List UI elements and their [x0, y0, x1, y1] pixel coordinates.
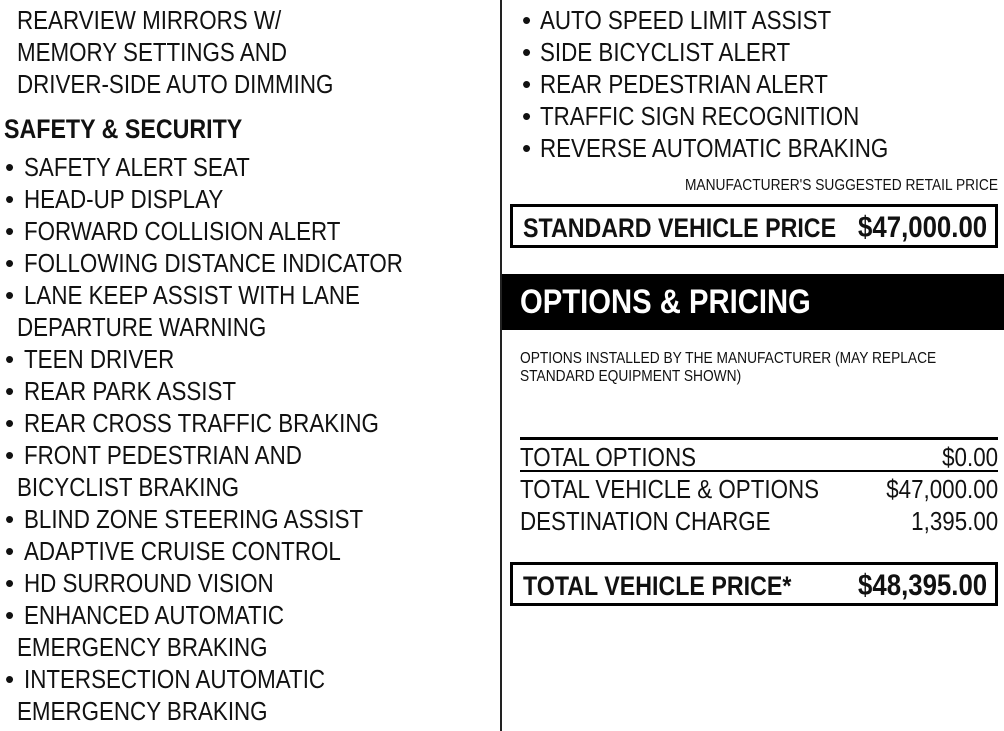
destination-charge-row — [520, 505, 998, 537]
total-price-label: TOTAL VEHICLE PRICE* — [523, 571, 792, 601]
bullet-icon: • — [5, 664, 15, 694]
feature-item — [522, 36, 945, 68]
feature-text: ADAPTIVE CRUISE CONTROL — [24, 536, 341, 566]
bullet-icon: • — [5, 568, 15, 598]
feature-item — [0, 503, 465, 535]
feature-text: ENHANCED AUTOMATIC — [24, 600, 285, 630]
feature-text: SAFETY ALERT SEAT — [24, 152, 250, 182]
feature-item — [0, 215, 465, 247]
total-vehicle-options-row — [520, 473, 998, 505]
feature-item — [0, 151, 465, 183]
feature-item — [0, 375, 465, 407]
bullet-icon: • — [522, 101, 532, 131]
feature-item — [522, 132, 945, 164]
bullet-icon: • — [522, 133, 532, 163]
bullet-icon: • — [5, 536, 15, 566]
standard-price-box — [510, 204, 998, 248]
feature-item — [0, 567, 465, 599]
feature-text: INTERSECTION AUTOMATIC — [24, 664, 326, 694]
bullet-icon: • — [5, 280, 15, 310]
right-column — [502, 0, 1004, 731]
feature-text-continued: EMERGENCY BRAKING — [17, 696, 268, 726]
table-rule-top — [520, 437, 998, 440]
intro-line: REARVIEW MIRRORS W/ — [17, 5, 282, 35]
standard-price-value: $47,000.00 — [857, 211, 987, 244]
options-title: OPTIONS & PRICING — [520, 283, 811, 321]
feature-item — [0, 663, 465, 727]
feature-text: HD SURROUND VISION — [24, 568, 274, 598]
feature-item — [0, 407, 465, 439]
bullet-icon: • — [5, 216, 15, 246]
feature-item — [522, 68, 945, 100]
bullet-icon: • — [5, 344, 15, 374]
feature-item — [0, 599, 465, 663]
row-label: TOTAL OPTIONS — [520, 442, 697, 472]
feature-text: REAR CROSS TRAFFIC BRAKING — [24, 408, 379, 438]
feature-item — [522, 4, 945, 36]
bullet-icon: • — [5, 408, 15, 438]
bullet-icon: • — [522, 37, 532, 67]
feature-text: FRONT PEDESTRIAN AND — [24, 440, 302, 470]
total-options-row — [520, 441, 998, 473]
safety-feature-list — [0, 151, 465, 727]
feature-text: AUTO SPEED LIMIT ASSIST — [540, 5, 832, 35]
bullet-icon: • — [5, 600, 15, 630]
feature-text: LANE KEEP ASSIST WITH LANE — [24, 280, 360, 310]
feature-text: TRAFFIC SIGN RECOGNITION — [540, 101, 860, 131]
section-heading-safety: SAFETY & SECURITY — [4, 114, 243, 144]
feature-text: HEAD-UP DISPLAY — [24, 184, 224, 214]
bullet-icon: • — [5, 184, 15, 214]
feature-text: REVERSE AUTOMATIC BRAKING — [540, 133, 889, 163]
feature-text-continued: BICYCLIST BRAKING — [17, 472, 240, 502]
feature-item — [522, 100, 945, 132]
total-price-value: $48,395.00 — [857, 569, 987, 602]
feature-list-continued — [522, 4, 945, 164]
bullet-icon: • — [5, 504, 15, 534]
bullet-icon: • — [5, 376, 15, 406]
row-value: 1,395.00 — [910, 506, 998, 536]
feature-text: BLIND ZONE STEERING ASSIST — [24, 504, 364, 534]
feature-item — [0, 183, 465, 215]
feature-item — [0, 343, 465, 375]
feature-item — [0, 247, 465, 279]
feature-text-continued: DEPARTURE WARNING — [17, 312, 267, 342]
left-column — [0, 0, 498, 731]
feature-text: REAR PEDESTRIAN ALERT — [540, 69, 828, 99]
feature-text: SIDE BICYCLIST ALERT — [540, 37, 791, 67]
bullet-icon: • — [522, 69, 532, 99]
row-label: DESTINATION CHARGE — [520, 506, 771, 536]
intro-line: DRIVER-SIDE AUTO DIMMING — [17, 69, 334, 99]
row-value: $47,000.00 — [886, 474, 998, 504]
row-value: $0.00 — [942, 442, 998, 472]
msrp-label: MANUFACTURER'S SUGGESTED RETAIL PRICE — [684, 177, 998, 194]
feature-text: REAR PARK ASSIST — [24, 376, 237, 406]
feature-item — [0, 439, 465, 503]
feature-item — [0, 535, 465, 567]
bullet-icon: • — [5, 248, 15, 278]
feature-item — [0, 279, 465, 343]
total-price-box — [510, 562, 998, 606]
bullet-icon: • — [5, 152, 15, 182]
options-banner — [502, 274, 1004, 330]
feature-text: TEEN DRIVER — [24, 344, 175, 374]
intro-line: MEMORY SETTINGS AND — [17, 37, 288, 67]
feature-text: FOLLOWING DISTANCE INDICATOR — [24, 248, 403, 278]
feature-text: FORWARD COLLISION ALERT — [24, 216, 341, 246]
bullet-icon: • — [522, 5, 532, 35]
standard-price-label: STANDARD VEHICLE PRICE — [523, 213, 837, 243]
row-label: TOTAL VEHICLE & OPTIONS — [520, 474, 820, 504]
options-note: OPTIONS INSTALLED BY THE MANUFACTURER (MAY REPLACE STANDARD EQUIPMENT SHOWN) — [520, 350, 937, 385]
feature-text-continued: EMERGENCY BRAKING — [17, 632, 268, 662]
bullet-icon: • — [5, 440, 15, 470]
